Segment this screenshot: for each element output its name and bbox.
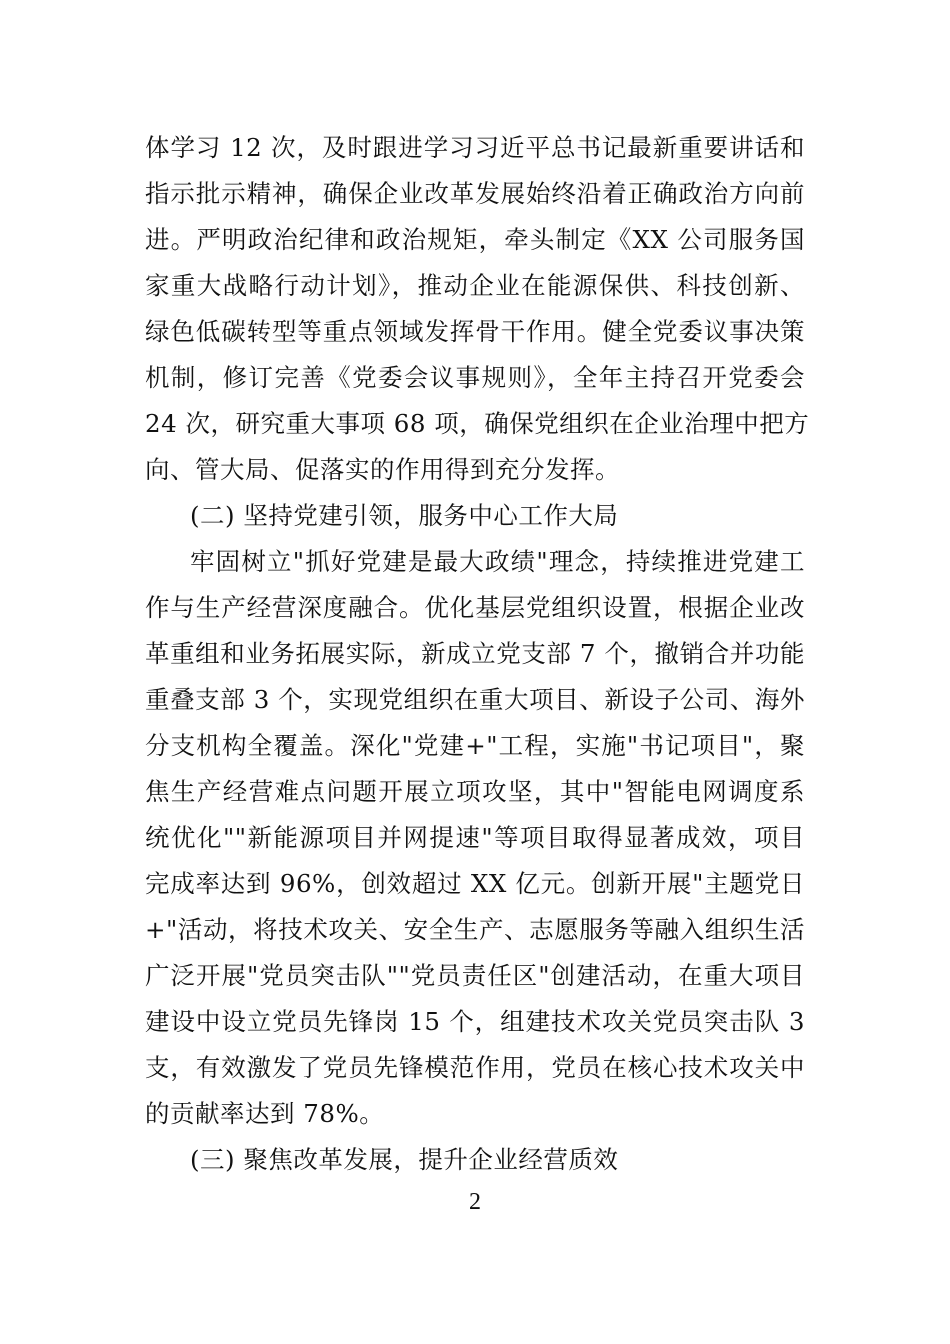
paragraph-line: 向、管大局、促落实的作用得到充分发挥。 <box>145 455 620 484</box>
paragraph-line: 机制，修订完善《党委会议事规则》，全年主持召开党委会 <box>145 363 805 392</box>
section-heading: (二) 坚持党建引领，服务中心工作大局 <box>190 501 619 530</box>
paragraph-line: 绿色低碳转型等重点领域发挥骨干作用。健全党委议事决策 <box>145 317 805 346</box>
page-number: 2 <box>469 1189 481 1215</box>
paragraph-line: 建设中设立党员先锋岗 15 个，组建技术攻关党员突击队 3 <box>145 1007 805 1036</box>
paragraph-line: 指示批示精神，确保企业改革发展始终沿着正确政治方向前 <box>145 179 805 208</box>
paragraph-line: 作与生产经营深度融合。优化基层党组织设置，根据企业改 <box>145 593 805 622</box>
paragraph-line: 分支机构全覆盖。深化"党建+"工程，实施"书记项目"，聚 <box>145 731 805 760</box>
paragraph-line: 家重大战略行动计划》，推动企业在能源保供、科技创新、 <box>145 271 805 300</box>
paragraph-line: 统优化""新能源项目并网提速"等项目取得显著成效，项目 <box>145 823 805 852</box>
paragraph-line: 广泛开展"党员突击队""党员责任区"创建活动，在重大项目 <box>145 961 805 990</box>
paragraph-line: 革重组和业务拓展实际，新成立党支部 7 个，撤销合并功能 <box>145 639 805 668</box>
paragraph-line: +"活动，将技术攻关、安全生产、志愿服务等融入组织生活 <box>145 915 805 944</box>
paragraph-first-line: 牢固树立"抓好党建是最大政绩"理念，持续推进党建工 <box>190 547 805 576</box>
paragraph-line: 焦生产经营难点问题开展立项攻坚，其中"智能电网调度系 <box>145 777 805 806</box>
paragraph-line: 的贡献率达到 78%。 <box>145 1099 385 1128</box>
paragraph-line: 进。严明政治纪律和政治规矩，牵头制定《XX 公司服务国 <box>145 225 805 254</box>
paragraph-line: 完成率达到 96%，创效超过 XX 亿元。创新开展"主题党日 <box>145 869 805 898</box>
paragraph-line: 体学习 12 次，及时跟进学习习近平总书记最新重要讲话和 <box>145 133 805 162</box>
paragraph-line: 24 次，研究重大事项 68 项，确保党组织在企业治理中把方 <box>145 409 810 438</box>
section-heading: (三) 聚焦改革发展，提升企业经营质效 <box>190 1145 619 1174</box>
paragraph-line: 重叠支部 3 个，实现党组织在重大项目、新设子公司、海外 <box>145 685 805 714</box>
paragraph-line: 支，有效激发了党员先锋模范作用，党员在核心技术攻关中 <box>145 1053 805 1082</box>
